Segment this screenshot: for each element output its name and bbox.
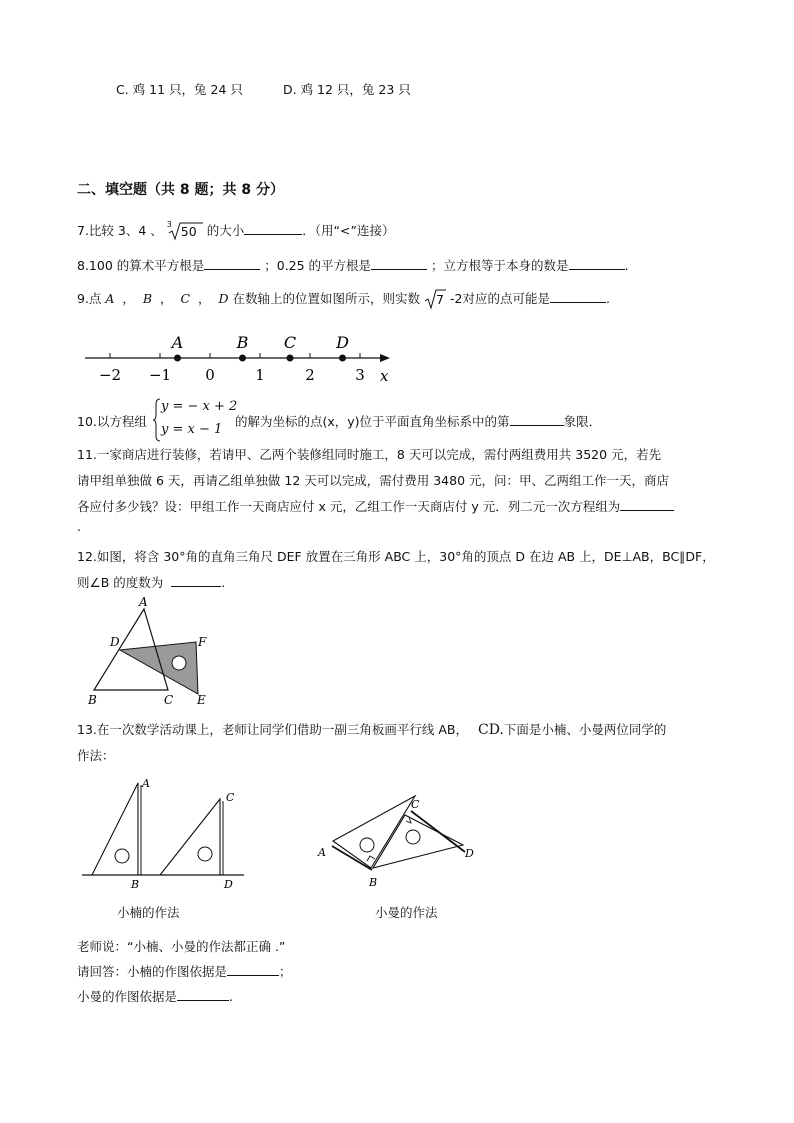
q10-answer-blank bbox=[510, 413, 564, 426]
cube-root-expression bbox=[166, 219, 203, 241]
q8-part2: ；0.25 的平方根是 bbox=[264, 258, 372, 273]
set-square-hole bbox=[406, 830, 420, 844]
line-ab bbox=[332, 846, 372, 870]
q7-note: ．（用“<”连接） bbox=[302, 223, 395, 238]
set-square-1 bbox=[92, 783, 138, 875]
label-a: A bbox=[139, 595, 148, 609]
equation-2: y = x − 1 bbox=[161, 422, 223, 437]
radical-index: 3 bbox=[166, 219, 172, 229]
q13-blank-1 bbox=[227, 963, 279, 976]
caption-xiaonan: 小楠的作法 bbox=[117, 905, 180, 920]
label-d: D bbox=[110, 635, 120, 649]
axis-arrow-icon bbox=[380, 354, 390, 362]
q7-text: 的大小 bbox=[206, 223, 245, 238]
figure-13-left bbox=[80, 775, 250, 893]
brace-icon bbox=[153, 398, 161, 442]
point-label-a: A bbox=[171, 333, 184, 352]
option-d: D. 鸡 12 只，兔 23 只 bbox=[283, 82, 411, 97]
q12-answer-blank bbox=[171, 574, 221, 587]
q13-ask-2 bbox=[77, 987, 233, 1005]
q9-point-c: C bbox=[180, 291, 191, 306]
q8-blank-1 bbox=[204, 257, 260, 270]
equation-1: y = − x + 2 bbox=[161, 399, 238, 414]
q9-end: . bbox=[605, 291, 610, 306]
set-square-1 bbox=[333, 796, 415, 868]
q13-line1c: 下面是小楠、小曼两位同学的 bbox=[503, 722, 667, 737]
q8-part3: ；立方根等于本身的数是 bbox=[431, 258, 569, 273]
q13-ask1-end: ； bbox=[279, 964, 292, 979]
q12-end: . bbox=[221, 575, 226, 590]
q10-tail bbox=[235, 412, 601, 430]
set-square-def bbox=[120, 642, 198, 694]
tick-label: −2 bbox=[98, 366, 122, 384]
q9-sep: ， bbox=[122, 291, 135, 306]
figure-13-right bbox=[315, 790, 485, 892]
q13-blank-2 bbox=[177, 988, 229, 1001]
q11-line-4: . bbox=[77, 519, 81, 534]
set-square-hole bbox=[172, 656, 186, 670]
axis-label: x bbox=[380, 367, 389, 385]
q11-line-1: 11.一家商店进行装修，若请甲、乙两个装修组同时施工，8 天可以完成，需付两组费用共 3520 元，若先 bbox=[77, 447, 662, 462]
q8-blank-2 bbox=[371, 257, 427, 270]
label-a: A bbox=[318, 846, 326, 859]
label-b: B bbox=[131, 878, 140, 891]
point-d bbox=[339, 355, 346, 362]
point-label-b: B bbox=[236, 333, 249, 352]
q8-part1: 8.100 的算术平方根是 bbox=[77, 258, 205, 273]
q11-line3-text: 各应付多少钱？设：甲组工作一天商店应付 x 元，乙组工作一天商店付 y 元．列二元一次方程组为 bbox=[77, 499, 621, 514]
label-f: F bbox=[198, 635, 207, 649]
set-square-hole bbox=[198, 847, 212, 861]
question-7 bbox=[77, 221, 394, 241]
question-8 bbox=[77, 256, 629, 274]
q13-ask-1 bbox=[77, 962, 292, 980]
q7-prefix: 7.比较 3、4 、 bbox=[77, 223, 163, 238]
q8-end: . bbox=[624, 258, 629, 273]
q9-answer-blank bbox=[550, 290, 606, 303]
q11-line-2: 请甲组单独做 6 天，再请乙组单独做 12 天可以完成，需付费用 3480 元，问：甲、乙两组工作一天，商店 bbox=[77, 473, 670, 488]
tick-label: 3 bbox=[355, 366, 365, 384]
caption-xiaoman: 小曼的作法 bbox=[375, 905, 438, 920]
point-label-c: C bbox=[283, 333, 297, 352]
q10-suffix: 的解为坐标的点(x，y)位于平面直角坐标系中的第 bbox=[235, 414, 510, 429]
q13-ask1-text: 请回答：小楠的作图依据是 bbox=[77, 964, 228, 979]
q8-blank-3 bbox=[569, 257, 625, 270]
q9-point-d: D bbox=[218, 291, 229, 306]
q10-end: 象限． bbox=[563, 414, 602, 429]
tick-label: 1 bbox=[255, 366, 265, 384]
q9-sep: ， bbox=[198, 291, 211, 306]
point-label-d: D bbox=[336, 333, 349, 352]
q9-after: -2对应的点可能是 bbox=[449, 291, 550, 306]
q13-cd: CD. bbox=[477, 722, 504, 738]
q13-line-1 bbox=[77, 720, 666, 738]
q9-prefix: 9.点 bbox=[77, 291, 102, 306]
question-9 bbox=[77, 289, 610, 309]
q13-line1a: 13.在一次数学活动课上，老师让同学们借助一副三角板画平行线 AB， bbox=[77, 722, 468, 737]
label-a: A bbox=[142, 777, 150, 790]
radicand: 50 bbox=[180, 223, 197, 239]
tick-label: 2 bbox=[305, 366, 315, 384]
q7-answer-blank bbox=[244, 222, 302, 235]
tick-label: −1 bbox=[148, 366, 172, 384]
q13-ask2-end: . bbox=[229, 989, 233, 1004]
set-square-hole bbox=[115, 849, 129, 863]
figure-12 bbox=[82, 594, 222, 710]
option-c: C. 鸡 11 只，兔 24 只 bbox=[116, 82, 243, 97]
q9-sep: ， bbox=[160, 291, 173, 306]
label-b: B bbox=[369, 876, 378, 889]
q13-line-2: 作法： bbox=[77, 748, 115, 763]
right-angle-mark bbox=[367, 856, 375, 861]
q12-line-1: 12.如图，将含 30°角的直角三角尺 DEF 放置在三角形 ABC 上，30°角的顶点 D 在边 AB 上，DE⊥AB，BC∥DF， bbox=[77, 549, 715, 564]
q9-point-b: B bbox=[142, 291, 153, 306]
section-title: 二、填空题（共 8 题；共 8 分） bbox=[77, 182, 284, 198]
q11-line-3 bbox=[77, 497, 674, 515]
label-d: D bbox=[224, 878, 233, 891]
set-square-hole bbox=[360, 838, 374, 852]
q9-middle: 在数轴上的位置如图所示，则实数 bbox=[232, 291, 421, 306]
sqrt-radicand: 7 bbox=[436, 291, 444, 307]
point-b bbox=[239, 355, 246, 362]
point-c bbox=[287, 355, 294, 362]
sqrt-expression bbox=[424, 291, 446, 309]
label-d: D bbox=[465, 847, 474, 860]
line-cd bbox=[411, 811, 465, 852]
point-a bbox=[174, 355, 181, 362]
label-c: C bbox=[164, 693, 174, 707]
teacher-remark: 老师说：“小楠、小曼的作法都正确 .” bbox=[77, 939, 286, 954]
q12-line-2 bbox=[77, 573, 225, 591]
q13-ask2-text: 小曼的作图依据是 bbox=[77, 989, 178, 1004]
label-e: E bbox=[197, 693, 206, 707]
q11-answer-blank bbox=[620, 498, 674, 511]
number-line bbox=[80, 330, 400, 386]
q12-line2-text: 则∠B 的度数为 bbox=[77, 575, 164, 590]
label-b: B bbox=[88, 693, 97, 707]
set-square-2 bbox=[160, 799, 220, 875]
label-c: C bbox=[411, 798, 420, 811]
label-c: C bbox=[226, 791, 235, 804]
tick-label: 0 bbox=[205, 366, 215, 384]
q10-prefix: 10.以方程组 bbox=[77, 414, 147, 429]
q9-point-a: A bbox=[105, 291, 115, 306]
